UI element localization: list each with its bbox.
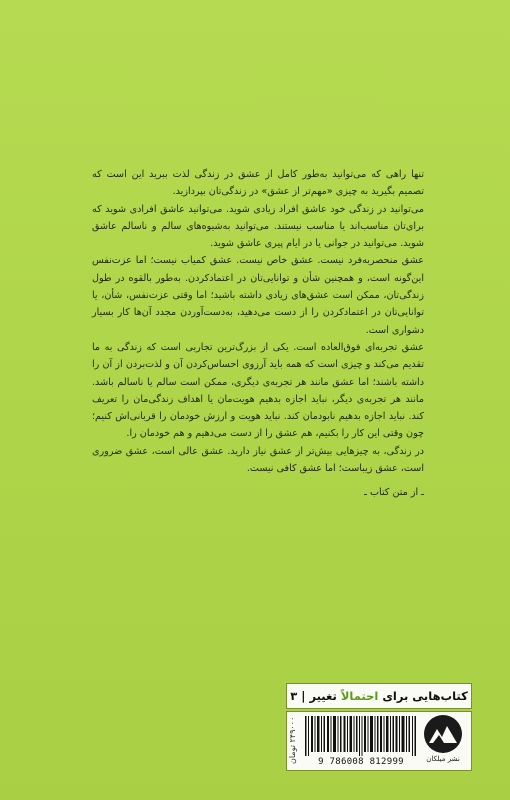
series-label: کتاب‌هایی برای احتمالاً تغییر | ۳ (286, 683, 472, 709)
blurb-paragraph: تنها راهی که می‌توانید به‌طور کامل از عشق در زندگی لذت ببرید این است که تصمیم بگیرید به چیزی «مهم‌تر از عشق» در زندگی‌تان بپردازید. (92, 169, 424, 198)
source-note: ـ از متن کتاب ـ (364, 487, 424, 499)
blurb-paragraph: در زندگی، به چیزهایی بیش‌تر از عشق نیاز دارید. عشق عالی است، عشق ضروری است، عشق زیباست؛ اما عشق کافی نیست. (92, 445, 424, 475)
barcode-image (305, 716, 417, 756)
mountain-logo-icon (423, 714, 463, 754)
blurb-paragraph: عشق منحصربه‌فرد نیست. عشق خاص نیست. عشق کمیاب نیست؛ اما عزت‌نفس این‌گونه است، و همچنین شأن و توانایی‌تان در اعتمادکردن. به‌طور بالقوه در طول زندگی‌تان، ممکن است عشق‌های زیادی داشته باشید؛ اما وقتی عزت‌نفس، شأن، یا توانایی‌تان در اعتمادکردن را از دست می‌دهید، به‌دست‌آوردن مجدد آن‌ها کار بسیار دشواری است. (92, 255, 424, 336)
price-text: ۲۴۹۰۰۰ تومان (288, 716, 297, 764)
blurb-paragraph: عشق تجربه‌ای فوق‌العاده است. یکی از بزرگ‌ترین تجاربی است که زندگی به ما تقدیم می‌کند و چیزی است که همه باید آرزوی احساس‌کردن آن و لذت‌بردن از آن را داشته باشند؛ اما عشق مانند هر تجربه‌ی دیگری، ممکن است سالم یا ناسالم باشد. مانند هر تجربه‌ی دیگر، نباید اجازه بدهیم هویت‌مان یا اهداف زندگی‌مان را تعریف کند. نباید اجازه بدهیم نابودمان کند. نباید هویت و ارزش خودمان را قربانی‌اش کنیم؛ چون وقتی این کار را بکنیم، هم عشق را از دست می‌دهیم و هم خودمان را. (92, 341, 424, 440)
series-suffix: تغییر (309, 689, 337, 703)
barcode-digits: 9 786008 812999 (318, 757, 404, 767)
series-prefix: کتاب‌هایی برای (382, 689, 468, 703)
series-accent-word: احتمالاً (340, 689, 379, 703)
publisher-logo-caption: نشر میلکان (426, 755, 460, 763)
publisher-logo (420, 714, 466, 768)
series-number: ۳ (290, 689, 298, 703)
blurb-text (92, 166, 424, 502)
blurb-paragraph: می‌توانید در زندگی خود عاشق افراد زیادی شوید. می‌توانید عاشق افرادی شوید که برای‌تان مناسب‌اند یا مناسب نیستند. می‌توانید به‌شیوه‌های سالم و ناسالم عاشق شوید. می‌توانید در جوانی یا در ایام پیری عاشق شوید. (92, 203, 424, 250)
